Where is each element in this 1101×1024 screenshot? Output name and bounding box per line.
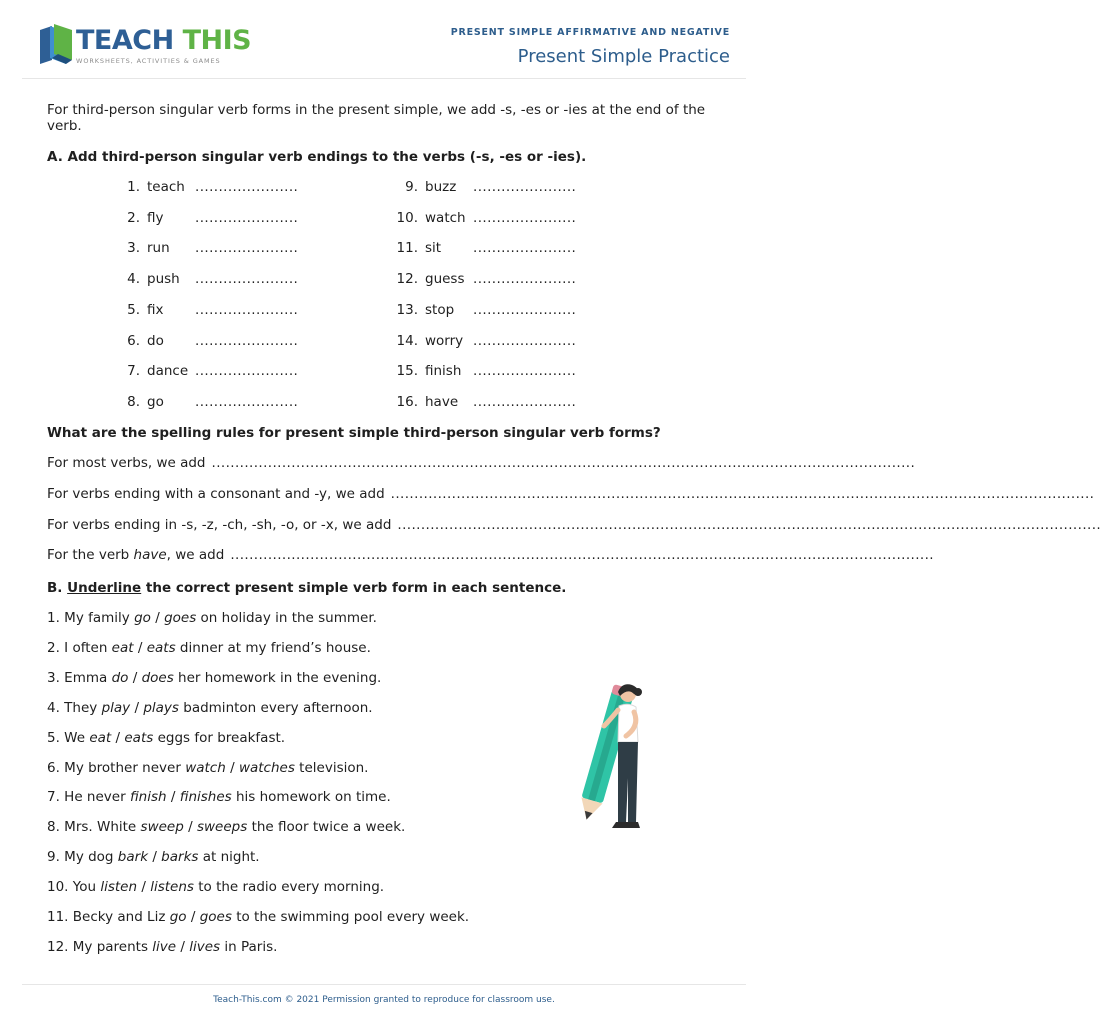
logo-word-this: THIS	[182, 25, 252, 56]
option-separator: /	[137, 639, 143, 656]
verb-option-third-person[interactable]: lives	[189, 938, 221, 955]
answer-blank[interactable]: ......................................................................................................................................................	[397, 517, 1101, 533]
verb-word: sit	[425, 240, 442, 257]
rule-verb-have: have	[133, 547, 167, 563]
sentence-text-after: in Paris.	[224, 938, 278, 955]
woman-holding-pencil-illustration	[556, 680, 651, 835]
verb-option-third-person[interactable]: watches	[238, 759, 295, 776]
verb-word: stop	[425, 301, 455, 318]
verb-word: push	[147, 271, 180, 288]
sentence-text-before: 1. My family	[47, 610, 130, 626]
sentence-item	[47, 700, 373, 716]
sentence-text-after: to the swimming pool every week.	[236, 909, 470, 925]
verb-option-base[interactable]: go	[134, 610, 151, 626]
verb-option-base[interactable]: watch	[185, 759, 226, 776]
verb-option-third-person[interactable]: listens	[150, 879, 194, 896]
sentence-item	[47, 730, 285, 746]
answer-blank[interactable]: ......................	[195, 332, 299, 349]
rule-line-consonant-y	[47, 486, 1095, 504]
option-separator: /	[115, 729, 121, 746]
verb-word: buzz	[425, 179, 457, 195]
sentence-text-after: to the radio every morning.	[198, 879, 385, 896]
rule-label-before: For the verb	[47, 547, 130, 563]
sentence-text-after: his homework on time.	[235, 789, 391, 806]
answer-blank[interactable]: ......................	[195, 363, 299, 380]
sentence-text-before: 12. My parents	[47, 938, 148, 955]
rule-line-sibilant-endings	[47, 517, 1101, 535]
answer-blank[interactable]: ......................	[195, 179, 299, 195]
sentence-item	[47, 849, 260, 865]
rule-label: For verbs ending in -s, -z, -ch, -sh, -o, or -x, we add	[47, 517, 392, 533]
verb-option-base[interactable]: do	[111, 669, 129, 686]
verb-option-third-person[interactable]: goes	[199, 909, 232, 925]
verb-number: 7.	[127, 363, 140, 380]
verb-word: go	[147, 393, 164, 410]
page-title: Present Simple Practice	[517, 46, 730, 67]
verb-word: teach	[147, 179, 185, 195]
verb-number: 5.	[127, 301, 140, 318]
verb-option-base[interactable]: finish	[129, 789, 167, 806]
answer-blank[interactable]: ......................	[473, 332, 577, 349]
sentence-item	[47, 760, 368, 776]
verb-number: 10.	[396, 209, 418, 226]
verb-option-third-person[interactable]: barks	[161, 849, 199, 866]
verb-number: 11.	[396, 240, 418, 257]
verb-number: 8.	[127, 393, 140, 410]
section-b-letter: B.	[47, 580, 63, 596]
verb-option-third-person[interactable]: eats	[146, 639, 176, 656]
verb-option-third-person[interactable]: eats	[124, 729, 154, 746]
verb-number: 4.	[127, 271, 140, 288]
logo-word-teach: TEACH	[76, 25, 174, 56]
sentence-item	[47, 879, 384, 895]
sentence-item	[47, 670, 381, 686]
option-separator: /	[155, 610, 160, 626]
option-separator: /	[134, 699, 140, 716]
header-titles	[451, 27, 730, 67]
section-b-underline-word: Underline	[67, 580, 142, 596]
option-separator: /	[188, 819, 193, 836]
verb-number: 3.	[127, 240, 140, 257]
sentence-text-after: television.	[299, 759, 369, 776]
sentence-text-before: 4. They	[47, 699, 98, 716]
verb-option-base[interactable]: live	[152, 938, 177, 955]
verb-number: 12.	[396, 271, 418, 288]
rule-label: For most verbs, we add	[47, 455, 206, 471]
verb-option-third-person[interactable]: plays	[143, 699, 179, 716]
option-separator: /	[141, 879, 146, 896]
answer-blank[interactable]: ......................	[473, 271, 577, 288]
verb-word: fly	[147, 209, 164, 226]
answer-blank[interactable]: ......................	[195, 209, 299, 226]
verb-option-base[interactable]: eat	[111, 639, 134, 656]
sentence-text-after: her homework in the evening.	[178, 669, 382, 686]
verb-word: have	[425, 393, 459, 410]
verb-option-base[interactable]: go	[169, 909, 187, 925]
verb-number: 6.	[127, 332, 140, 349]
sentence-text-after: badminton every afternoon.	[183, 699, 373, 716]
answer-blank[interactable]: ......................	[473, 301, 577, 318]
option-separator: /	[190, 909, 196, 925]
sentence-item	[47, 819, 405, 835]
page-header	[22, 0, 746, 79]
option-separator: /	[180, 938, 185, 955]
verb-word: guess	[425, 271, 465, 288]
section-b-heading	[47, 580, 566, 596]
verb-number: 13.	[396, 301, 418, 318]
verb-option-third-person[interactable]: sweeps	[196, 819, 248, 836]
answer-blank[interactable]: ......................................................................................................................................................	[390, 486, 1095, 502]
sentence-text-before: 2. I often	[47, 639, 108, 656]
sentence-item	[47, 789, 391, 805]
sentence-text-after: on holiday in the summer.	[200, 610, 377, 626]
verb-option-base[interactable]: bark	[117, 849, 149, 866]
verb-option-base[interactable]: sweep	[140, 819, 184, 836]
sentence-text-before: 8. Mrs. White	[47, 819, 137, 836]
logo-tagline: WORKSHEETS, ACTIVITIES & GAMES	[76, 57, 221, 65]
sentence-text-before: 9. My dog	[47, 849, 114, 866]
verb-number: 15.	[396, 363, 418, 380]
answer-blank[interactable]: ......................	[473, 240, 577, 257]
option-separator: /	[170, 789, 176, 806]
rule-label	[47, 547, 224, 565]
sentence-item	[47, 939, 277, 955]
answer-blank[interactable]: ......................	[473, 363, 577, 380]
sentence-text-before: 11. Becky and Liz	[47, 909, 166, 925]
verb-option-third-person[interactable]: goes	[164, 610, 197, 626]
verb-option-third-person[interactable]: finishes	[179, 789, 232, 806]
sentence-text-before: 3. Emma	[47, 669, 108, 686]
answer-blank[interactable]: ......................	[195, 271, 299, 288]
verb-option-base[interactable]: eat	[89, 729, 112, 746]
verb-option-base[interactable]: listen	[100, 879, 138, 896]
worksheet-kicker: PRESENT SIMPLE AFFIRMATIVE AND NEGATIVE	[450, 27, 730, 38]
sentence-text-before: 7. He never	[47, 789, 126, 806]
verb-number: 9.	[405, 179, 418, 195]
verb-word: run	[147, 240, 170, 257]
verb-number: 1.	[127, 179, 140, 195]
sentence-item	[47, 640, 371, 656]
book-icon	[36, 24, 74, 66]
verb-word: worry	[425, 332, 464, 349]
verb-word: watch	[425, 209, 466, 226]
option-separator: /	[132, 669, 138, 686]
verb-number: 16.	[396, 393, 418, 410]
verb-word: finish	[425, 363, 462, 380]
intro-text: For third-person singular verb forms in the present simple, we add -s, -es or -ies at the end of the verb.	[47, 102, 706, 134]
sentence-item	[47, 909, 469, 925]
sentence-text-after: dinner at my friend’s house.	[179, 639, 371, 656]
option-separator: /	[230, 759, 235, 776]
section-b-heading-rest: the correct present simple verb form in each sentence.	[145, 580, 567, 596]
sentence-text-before: 10. You	[47, 879, 97, 896]
sentence-text-before: 5. We	[47, 729, 86, 746]
verb-number: 2.	[127, 209, 140, 226]
verb-number: 14.	[396, 332, 418, 349]
sentence-text-after: the floor twice a week.	[251, 819, 406, 836]
rules-heading: What are the spelling rules for present simple third-person singular verb forms?	[47, 425, 661, 441]
logo-wordmark	[76, 26, 251, 56]
verb-word: fix	[147, 301, 164, 318]
answer-blank[interactable]: ......................	[473, 393, 577, 410]
answer-blank[interactable]: ......................	[195, 301, 299, 318]
answer-blank[interactable]: ......................................................................................................................................................	[211, 455, 916, 471]
rule-line-have	[47, 547, 935, 565]
answer-blank[interactable]: ......................................................................................................................................................	[230, 547, 935, 563]
answer-blank[interactable]: ......................	[195, 393, 299, 410]
sentence-text-before: 6. My brother never	[47, 759, 181, 776]
sentence-text-after: eggs for breakfast.	[157, 729, 286, 746]
footer-copyright: Teach-This.com © 2021 Permission granted to reproduce for classroom use.	[22, 984, 746, 1005]
rule-line-most-verbs	[47, 455, 916, 473]
answer-blank[interactable]: ......................	[195, 240, 299, 257]
verb-word: do	[147, 332, 164, 349]
rule-label: For verbs ending with a consonant and -y, we add	[47, 486, 385, 502]
section-a-heading: A. Add third-person singular verb endings to the verbs (-s, -es or -ies).	[47, 149, 587, 165]
verb-option-third-person[interactable]: does	[141, 669, 174, 686]
verb-word: dance	[147, 363, 189, 380]
answer-blank[interactable]: ......................	[473, 179, 577, 195]
option-separator: /	[152, 849, 157, 866]
teach-this-logo[interactable]	[36, 24, 252, 68]
sentence-text-after: at night.	[202, 849, 260, 866]
rule-label-after: , we add	[166, 547, 225, 563]
sentence-item	[47, 610, 377, 626]
answer-blank[interactable]: ......................	[473, 209, 577, 226]
verb-option-base[interactable]: play	[101, 699, 131, 716]
